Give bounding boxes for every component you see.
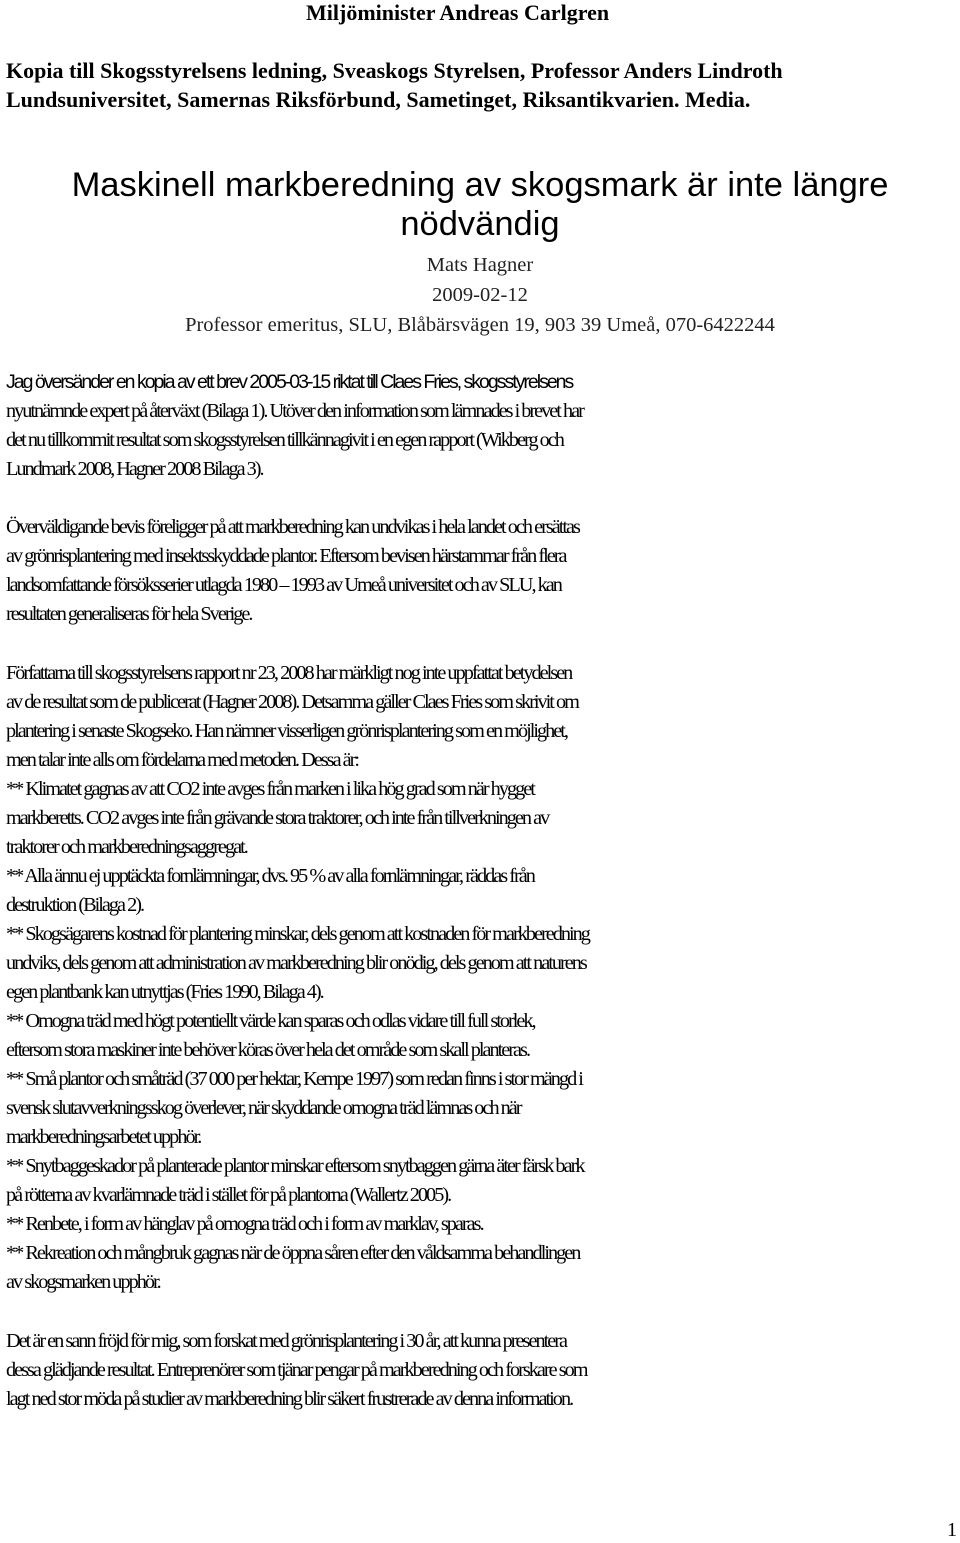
text-line: av grönrisplantering med insektsskyddade plantor. Eftersom bevisen härstammar från flera [6,545,566,567]
bullet-line: ** Skogsägarens kostnad för plantering minskar, dels genom att kostnaden för markberedning [6,923,589,945]
bullet-line: ** Renbete, i form av hänglav på omogna träd och i form av marklav, sparas. [6,1213,483,1235]
text-line: Överväldigande bevis föreligger på att markberedning kan undvikas i hela landet och ersättas [6,516,579,538]
text-line: men talar inte alls om fördelarna med metoden. Dessa är: [6,749,359,771]
text-line: på rötterna av kvarlämnade träd i stället för på plantorna (Wallertz 2005). [6,1184,451,1206]
text-line: av de resultat som de publicerat (Hagner 2008). Detsamma gäller Claes Fries som skrivit om [6,691,578,713]
text-line: traktorer och markberedningsaggregat. [6,836,247,858]
text-line: Lundmark 2008, Hagner 2008 Bilaga 3). [6,458,263,480]
text-line: Författarna till skogsstyrelsens rapport nr 23, 2008 har märkligt nog inte uppfattat betydelsen [6,662,572,684]
author-address: Professor emeritus, SLU, Blåbärsvägen 19, 903 39 Umeå, 070-6422244 [185,314,775,336]
text-line: markberetts. CO2 avges inte från grävande stora traktorer, och inte från tillverkningen av [6,807,549,829]
text-line: markberedningsarbetet upphör. [6,1126,201,1148]
document-date: 2009-02-12 [432,284,528,306]
text-line: eftersom stora maskiner inte behöver köras över hela det område som skall planteras. [6,1039,530,1061]
copy-line: Lundsuniversitet, Samernas Riksförbund, Sametinget, Riksantikvarien. Media. [6,87,751,112]
paragraph-intro [6,368,958,484]
paragraph-evidence [6,513,958,629]
text-line: av skogsmarken upphör. [6,1271,160,1293]
copy-recipients [6,56,956,114]
paragraph-critique [6,659,958,1297]
text-line: Jag översänder en kopia av ett brev 2005-03-15 riktat till Claes Fries, skogsstyrelsens [6,371,573,393]
title-line: Maskinell markberedning av skogsmark är inte längre [71,166,889,204]
text-line: undviks, dels genom att administration av markberedning blir onödig, dels genom att naturens [6,952,586,974]
document-title [0,166,960,244]
text-line: lagt ned stor möda på studier av markberedning blir säkert frustrerade av denna information. [6,1388,573,1410]
text-line: destruktion (Bilaga 2). [6,894,144,916]
paragraph-closing [6,1327,958,1414]
bullet-line: ** Klimatet gagnas av att CO2 inte avges från marken i lika hög grad som när hygget [6,778,534,800]
text-line: det nu tillkommit resultat som skogsstyrelsen tillkännagivit i en egen rapport (Wikberg och [6,429,563,451]
text-line: nyutnämnde expert på återväxt (Bilaga 1). Utöver den information som lämnades i brevet har [6,400,583,422]
title-line: nödvändig [400,205,560,243]
page-number: 1 [947,1519,957,1541]
bullet-line: ** Omogna träd med högt potentiellt värde kan sparas och odlas vidare till full storlek, [6,1010,535,1032]
text-line: Det är en sann fröjd för mig, som forskat med grönrisplantering i 30 år, att kunna presentera [6,1330,566,1352]
bullet-line: ** Rekreation och mångbruk gagnas när de öppna såren efter den våldsamma behandlingen [6,1242,580,1264]
text-line: svensk slutavverkningsskog överlever, när skyddande omogna träd lämnas och när [6,1097,521,1119]
author-name: Mats Hagner [426,254,534,276]
text-line: egen plantbank kan utnyttjas (Fries 1990, Bilaga 4). [6,981,323,1003]
bullet-line: ** Snytbaggeskador på planterade plantor minskar eftersom snytbaggen gärna äter färsk bark [6,1155,584,1177]
bullet-line: ** Små plantor och småträd (37 000 per hektar, Kempe 1997) som redan finns i stor mängd i [6,1068,582,1090]
text-line: dessa glädjande resultat. Entreprenörer som tjänar pengar på markberedning och forskare som [6,1359,587,1381]
recipient-line: Miljöminister Andreas Carlgren [306,0,610,25]
copy-line: Kopia till Skogsstyrelsens ledning, Sveaskogs Styrelsen, Professor Anders Lindroth [6,58,783,83]
text-line: plantering i senaste Skogseko. Han nämner visserligen grönrisplantering som en möjlighet, [6,720,567,742]
text-line: landsomfattande försöksserier utlagda 1980 – 1993 av Umeå universitet och av SLU, kan [6,574,561,596]
bullet-line: ** Alla ännu ej upptäckta fornlämningar, dvs. 95 % av alla fornlämningar, räddas från [6,865,534,887]
text-line: resultaten generaliseras för hela Sverige. [6,603,252,625]
